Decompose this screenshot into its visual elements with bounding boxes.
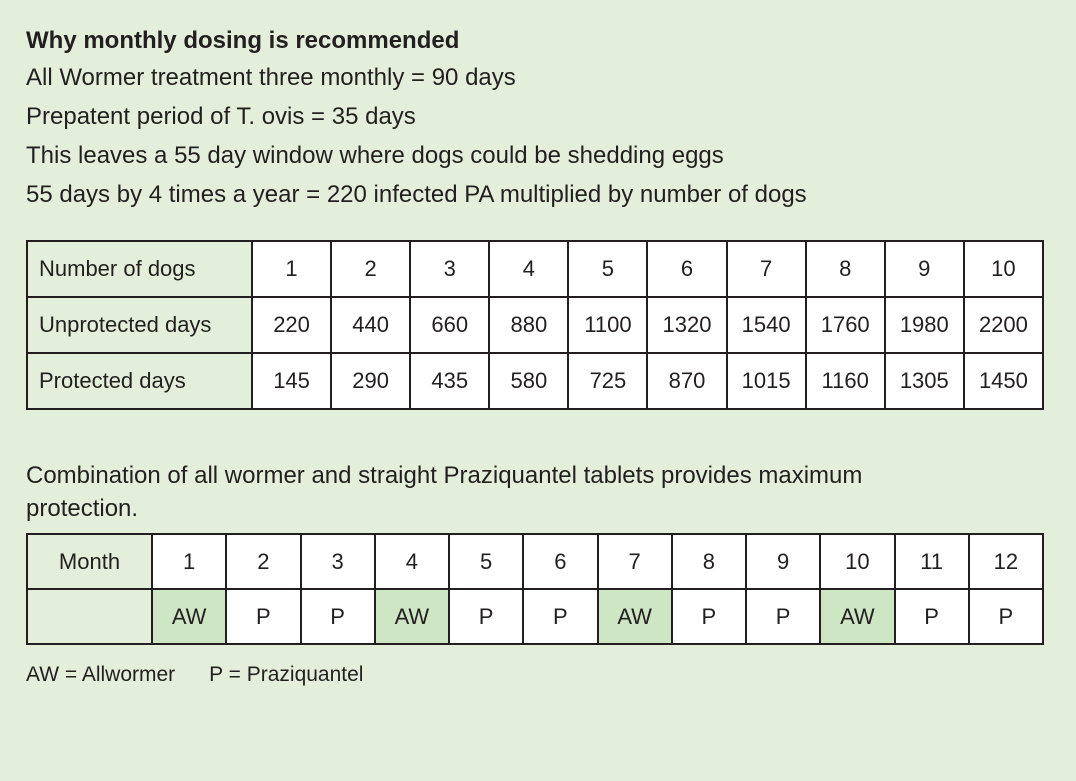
dogs-cell: 6 [647, 241, 726, 297]
explanation-line: 55 days by 4 times a year = 220 infected PA multiplied by number of dogs [26, 181, 807, 208]
unprotected-cell: 1100 [568, 297, 647, 353]
protected-cell: 580 [489, 353, 568, 409]
treatment-cell: P [226, 589, 300, 644]
month-row [27, 534, 1043, 589]
row-label-month: Month [27, 534, 152, 589]
unprotected-cell: 1540 [727, 297, 806, 353]
protected-cell: 290 [331, 353, 410, 409]
dogs-cell: 9 [885, 241, 964, 297]
treatment-cell: AW [598, 589, 672, 644]
protected-cell: 1450 [964, 353, 1043, 409]
dogs-cell: 2 [331, 241, 410, 297]
protected-cell: 870 [647, 353, 726, 409]
month-cell: 5 [449, 534, 523, 589]
explanation-line: All Wormer treatment three monthly = 90 days [26, 64, 516, 91]
treatment-cell: P [523, 589, 597, 644]
dogs-cell: 10 [964, 241, 1043, 297]
month-cell: 4 [375, 534, 449, 589]
unprotected-cell: 440 [331, 297, 410, 353]
unprotected-cell: 1760 [806, 297, 885, 353]
treatment-cell: P [969, 589, 1043, 644]
legend-praziquantel: P = Praziquantel [209, 663, 364, 686]
dogs-cell: 7 [727, 241, 806, 297]
protected-cell: 435 [410, 353, 489, 409]
month-cell: 10 [820, 534, 894, 589]
legend [26, 662, 1050, 688]
legend-allwormer: AW = Allwormer [26, 663, 176, 686]
unprotected-cell: 2200 [964, 297, 1043, 353]
explanation-lines [26, 58, 1050, 214]
month-cell: 7 [598, 534, 672, 589]
treatment-cell: P [301, 589, 375, 644]
row-label-treatment-empty [27, 589, 152, 644]
dogs-cell: 1 [252, 241, 331, 297]
dogs-row [27, 241, 1043, 297]
treatment-cell: P [895, 589, 969, 644]
row-label-number-of-dogs: Number of dogs [27, 241, 252, 297]
unprotected-cell: 1980 [885, 297, 964, 353]
dogs-cell: 5 [568, 241, 647, 297]
row-label-unprotected-days: Unprotected days [27, 297, 252, 353]
protected-cell: 1015 [727, 353, 806, 409]
explanation-line: Prepatent period of T. ovis = 35 days [26, 103, 416, 130]
dogs-cell: 3 [410, 241, 489, 297]
unprotected-cell: 1320 [647, 297, 726, 353]
unprotected-cell: 880 [489, 297, 568, 353]
month-cell: 3 [301, 534, 375, 589]
protected-cell: 725 [568, 353, 647, 409]
month-cell: 8 [672, 534, 746, 589]
protected-cell: 145 [252, 353, 331, 409]
protected-cell: 1160 [806, 353, 885, 409]
treatment-row [27, 589, 1043, 644]
treatment-cell: AW [152, 589, 226, 644]
month-cell: 11 [895, 534, 969, 589]
treatment-cell: P [746, 589, 820, 644]
combination-note: Combination of all wormer and straight Praziquantel tablets provides maximum protection. [26, 462, 863, 522]
month-cell: 2 [226, 534, 300, 589]
month-cell: 1 [152, 534, 226, 589]
month-schedule-table [26, 533, 1044, 645]
section-heading: Why monthly dosing is recommended [26, 27, 460, 54]
month-cell: 9 [746, 534, 820, 589]
treatment-cell: AW [375, 589, 449, 644]
dogs-cell: 8 [806, 241, 885, 297]
row-label-protected-days: Protected days [27, 353, 252, 409]
treatment-cell: AW [820, 589, 894, 644]
protected-row [27, 353, 1043, 409]
month-cell: 6 [523, 534, 597, 589]
unprotected-cell: 660 [410, 297, 489, 353]
treatment-cell: P [449, 589, 523, 644]
unprotected-cell: 220 [252, 297, 331, 353]
dogs-days-table [26, 240, 1044, 410]
dosing-info-panel [26, 26, 1050, 688]
protected-cell: 1305 [885, 353, 964, 409]
month-cell: 12 [969, 534, 1043, 589]
unprotected-row [27, 297, 1043, 353]
explanation-line: This leaves a 55 day window where dogs could be shedding eggs [26, 142, 724, 169]
treatment-cell: P [672, 589, 746, 644]
dogs-cell: 4 [489, 241, 568, 297]
